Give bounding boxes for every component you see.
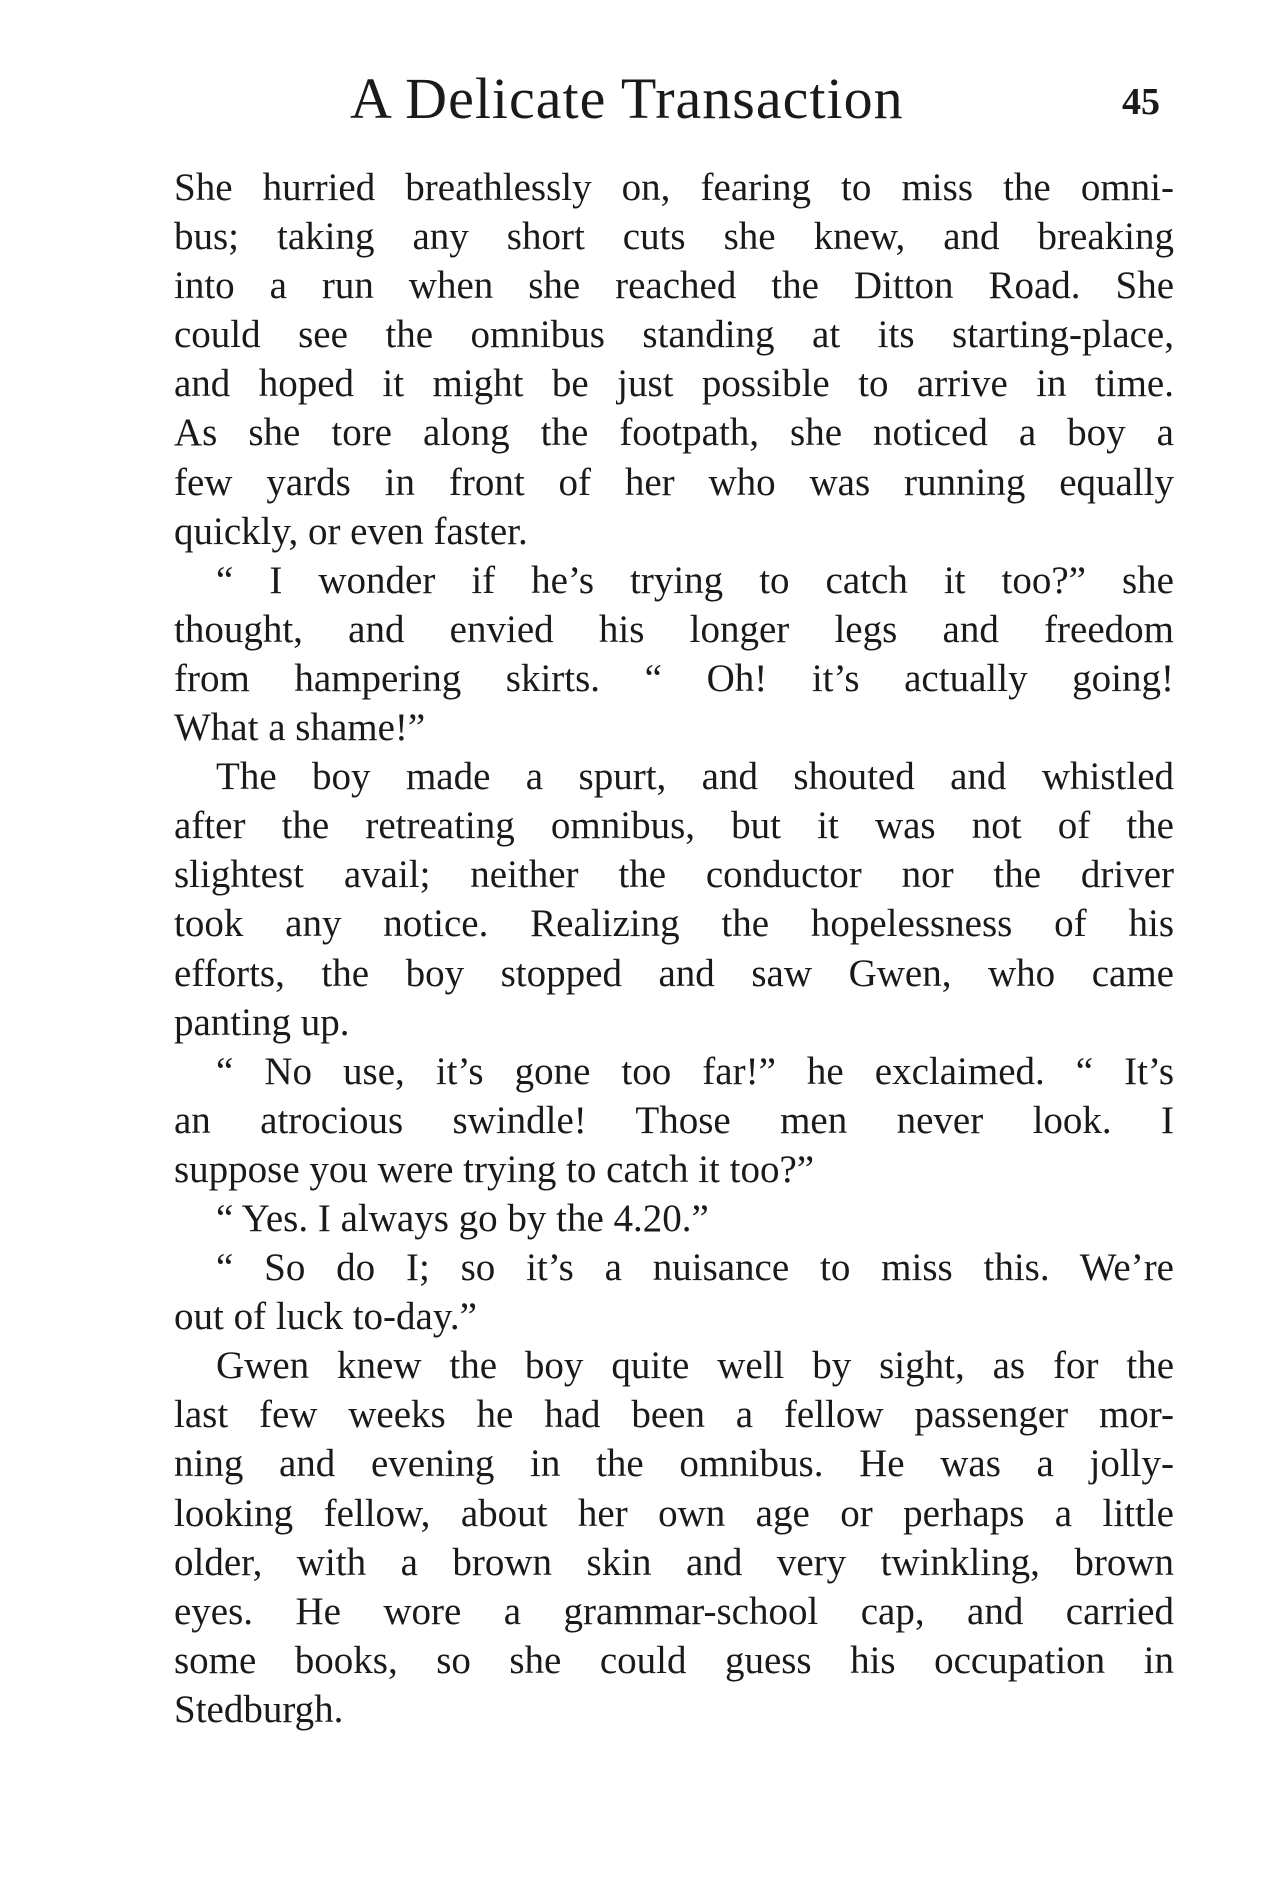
text-line: “ So do I; so it’s a nuisance to miss this. We’re <box>216 1246 1174 1290</box>
text-line: looking fellow, about her own age or perhaps a little <box>174 1491 1174 1535</box>
text-line: and hoped it might be just possible to arrive in time. <box>174 362 1174 406</box>
text-line: suppose you were trying to catch it too?” <box>174 1147 815 1191</box>
text-line: older, with a brown skin and very twinkling, brown <box>174 1540 1174 1584</box>
text-line: an atrocious swindle! Those men never look. I <box>174 1098 1174 1142</box>
text-line: “ No use, it’s gone too far!” he exclaimed. “ It’s <box>216 1049 1174 1093</box>
text-line: “ I wonder if he’s trying to catch it too?” she <box>216 558 1174 602</box>
text-line: She hurried breathlessly on, fearing to miss the omni- <box>174 166 1174 209</box>
text-line: could see the omnibus standing at its starting-place, <box>174 313 1174 357</box>
running-head <box>170 64 1170 134</box>
text-line: thought, and envied his longer legs and freedom <box>174 607 1174 651</box>
text-line: As she tore along the footpath, she noticed a boy a <box>174 411 1174 455</box>
body-text <box>174 163 1174 1734</box>
text-line: last few weeks he had been a fellow passenger mor- <box>174 1393 1174 1437</box>
text-line: into a run when she reached the Ditton Road. She <box>174 264 1174 308</box>
text-line: “ Yes. I always go by the 4.20.” <box>216 1196 709 1240</box>
text-line: What a shame!” <box>174 706 426 750</box>
page-number: 45 <box>1122 81 1160 123</box>
text-line: eyes. He wore a grammar-school cap, and carried <box>174 1589 1174 1633</box>
running-title: A Delicate Transaction <box>350 66 904 131</box>
text-line: efforts, the boy stopped and saw Gwen, who came <box>174 951 1174 995</box>
text-line: The boy made a spurt, and shouted and whistled <box>216 755 1174 799</box>
text-line: from hampering skirts. “ Oh! it’s actually going! <box>174 656 1174 700</box>
text-line: Gwen knew the boy quite well by sight, as for the <box>216 1344 1174 1388</box>
text-line: bus; taking any short cuts she knew, and breaking <box>174 215 1174 259</box>
text-line: quickly, or even faster. <box>174 509 528 553</box>
text-line: out of luck to-day.” <box>174 1295 477 1339</box>
text-line: ning and evening in the omnibus. He was a jolly- <box>174 1442 1174 1486</box>
text-line: panting up. <box>174 1000 350 1044</box>
text-line: Stedburgh. <box>174 1687 344 1731</box>
text-line: after the retreating omnibus, but it was not of the <box>174 804 1174 848</box>
text-line: some books, so she could guess his occupation in <box>174 1638 1174 1682</box>
text-line: few yards in front of her who was running equally <box>174 460 1174 504</box>
text-line: slightest avail; neither the conductor nor the driver <box>174 853 1174 897</box>
text-line: took any notice. Realizing the hopelessness of his <box>174 902 1174 946</box>
